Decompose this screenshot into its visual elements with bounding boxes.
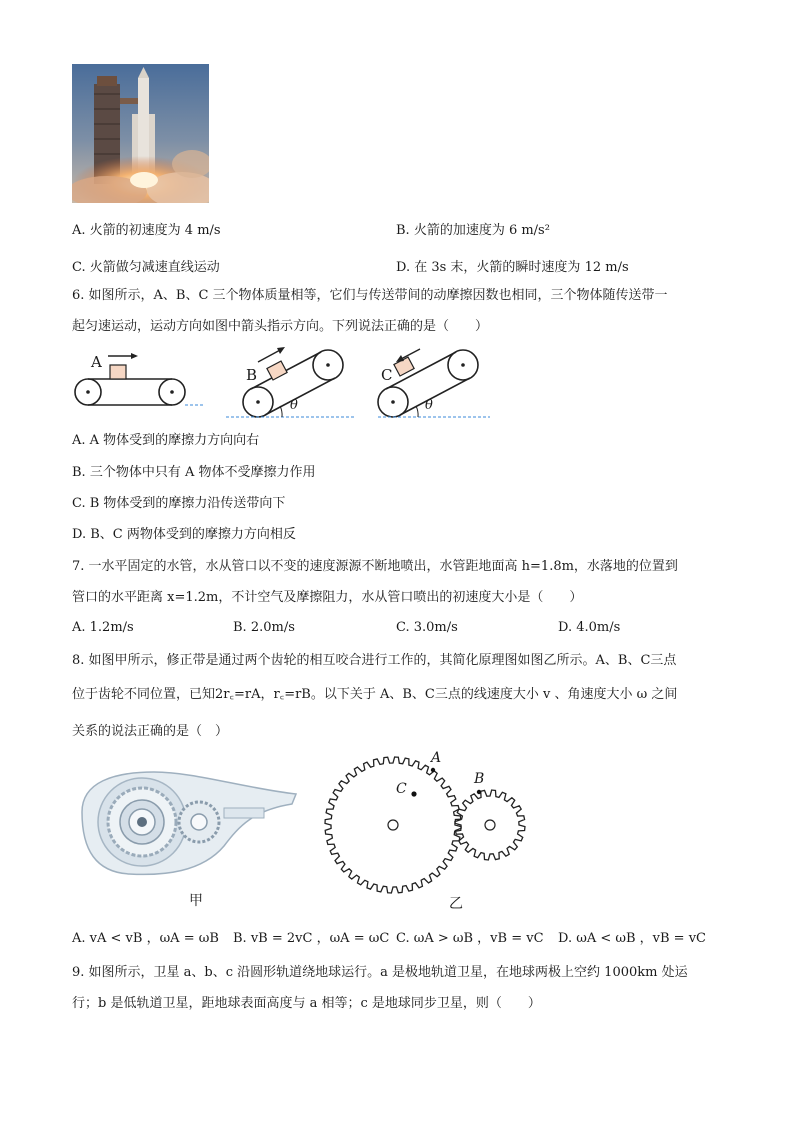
- q8-stem-line-3: 关系的说法正确的是（ ）: [72, 724, 229, 739]
- caption-jia: 甲: [189, 893, 203, 909]
- q9-stem-line-2: 行；b 是低轨道卫星，距地球表面高度与 a 相等；c 是地球同步卫星，则（ ）: [72, 996, 541, 1011]
- label-b: B: [246, 366, 258, 384]
- q7-option-a: A. 1.2m/s: [72, 620, 134, 635]
- q6-option-d: D. B、C 两物体受到的摩擦力方向相反: [72, 527, 296, 542]
- q5-option-d: D. 在 3s 末，火箭的瞬时速度为 12 m/s: [396, 260, 629, 275]
- correction-tape-figure: [74, 768, 302, 880]
- point-b: [477, 790, 481, 794]
- gear-label-b: B: [474, 771, 485, 787]
- q9-stem-line-1: 9. 如图所示，卫星 a、b、c 沿圆形轨道绕地球运行。a 是极地轨道卫星，在地球两极上空约 1000km 处运: [72, 965, 688, 980]
- q8-option-c: C. ωA > ωB ，vB = vC: [396, 931, 544, 946]
- q8-stem-line-1: 8. 如图甲所示，修正带是通过两个齿轮的相互咬合进行工作的，其简化原理图如图乙所示。A、B、C三点: [72, 653, 677, 668]
- q6-option-a: A. A 物体受到的摩擦力方向向右: [72, 433, 260, 448]
- belt-a: [75, 379, 185, 405]
- label-c: C: [381, 366, 393, 384]
- block-b: [267, 361, 287, 380]
- block-c: [394, 357, 414, 376]
- gear-schematic-figure: [324, 752, 530, 898]
- block-a: [110, 365, 126, 379]
- q5-option-a: A. 火箭的初速度为 4 m/s: [72, 223, 221, 238]
- q6-option-b: B. 三个物体中只有 A 物体不受摩擦力作用: [72, 465, 316, 480]
- q8-option-b: B. vB = 2vC ，ωA = ωC: [233, 931, 390, 946]
- q8-stem-line-2: 位于齿轮不同位置，已知2r꜀=rA，r꜀=rB。以下关于 A、B、C三点的线速度大小 v 、角速度大小 ω 之间: [72, 687, 678, 702]
- label-a: A: [91, 353, 102, 371]
- q7-stem-line-2: 管口的水平距离 x=1.2m，不计空气及摩擦阻力，水从管口喷出的初速度大小是（ ）: [72, 590, 583, 605]
- point-a: [431, 768, 435, 772]
- q7-option-d: D. 4.0m/s: [558, 620, 621, 635]
- caption-yi: 乙: [449, 896, 463, 912]
- q5-option-b: B. 火箭的加速度为 6 m/s²: [396, 223, 550, 238]
- q5-option-c: C. 火箭做匀减速直线运动: [72, 260, 220, 275]
- rocket-launch-photo: [72, 64, 209, 203]
- theta-label-b: θ: [290, 398, 298, 413]
- conveyor-belts-figure: [68, 344, 498, 424]
- q6-stem-line-1: 6. 如图所示，A、B、C 三个物体质量相等，它们与传送带间的动摩擦因数也相同，三个物体随传送带一: [72, 288, 668, 303]
- gear-label-c: C: [396, 781, 407, 797]
- q7-option-b: B. 2.0m/s: [233, 620, 295, 635]
- q6-stem-line-2: 起匀速运动，运动方向如图中箭头指示方向。下列说法正确的是（ ）: [72, 319, 489, 334]
- point-c: [411, 791, 416, 796]
- gear-label-a: A: [431, 750, 442, 766]
- q8-option-a: A. vA < vB ，ωA = ωB: [72, 931, 219, 946]
- q6-option-c: C. B 物体受到的摩擦力沿传送带向下: [72, 496, 286, 511]
- q7-stem-line-1: 7. 一水平固定的水管，水从管口以不变的速度源源不断地喷出，水管距地面高 h=1.8m，水落地的位置到: [72, 559, 678, 574]
- q8-option-d: D. ωA < ωB ，vB = vC: [558, 931, 707, 946]
- theta-label-c: θ: [425, 398, 433, 413]
- q7-option-c: C. 3.0m/s: [396, 620, 458, 635]
